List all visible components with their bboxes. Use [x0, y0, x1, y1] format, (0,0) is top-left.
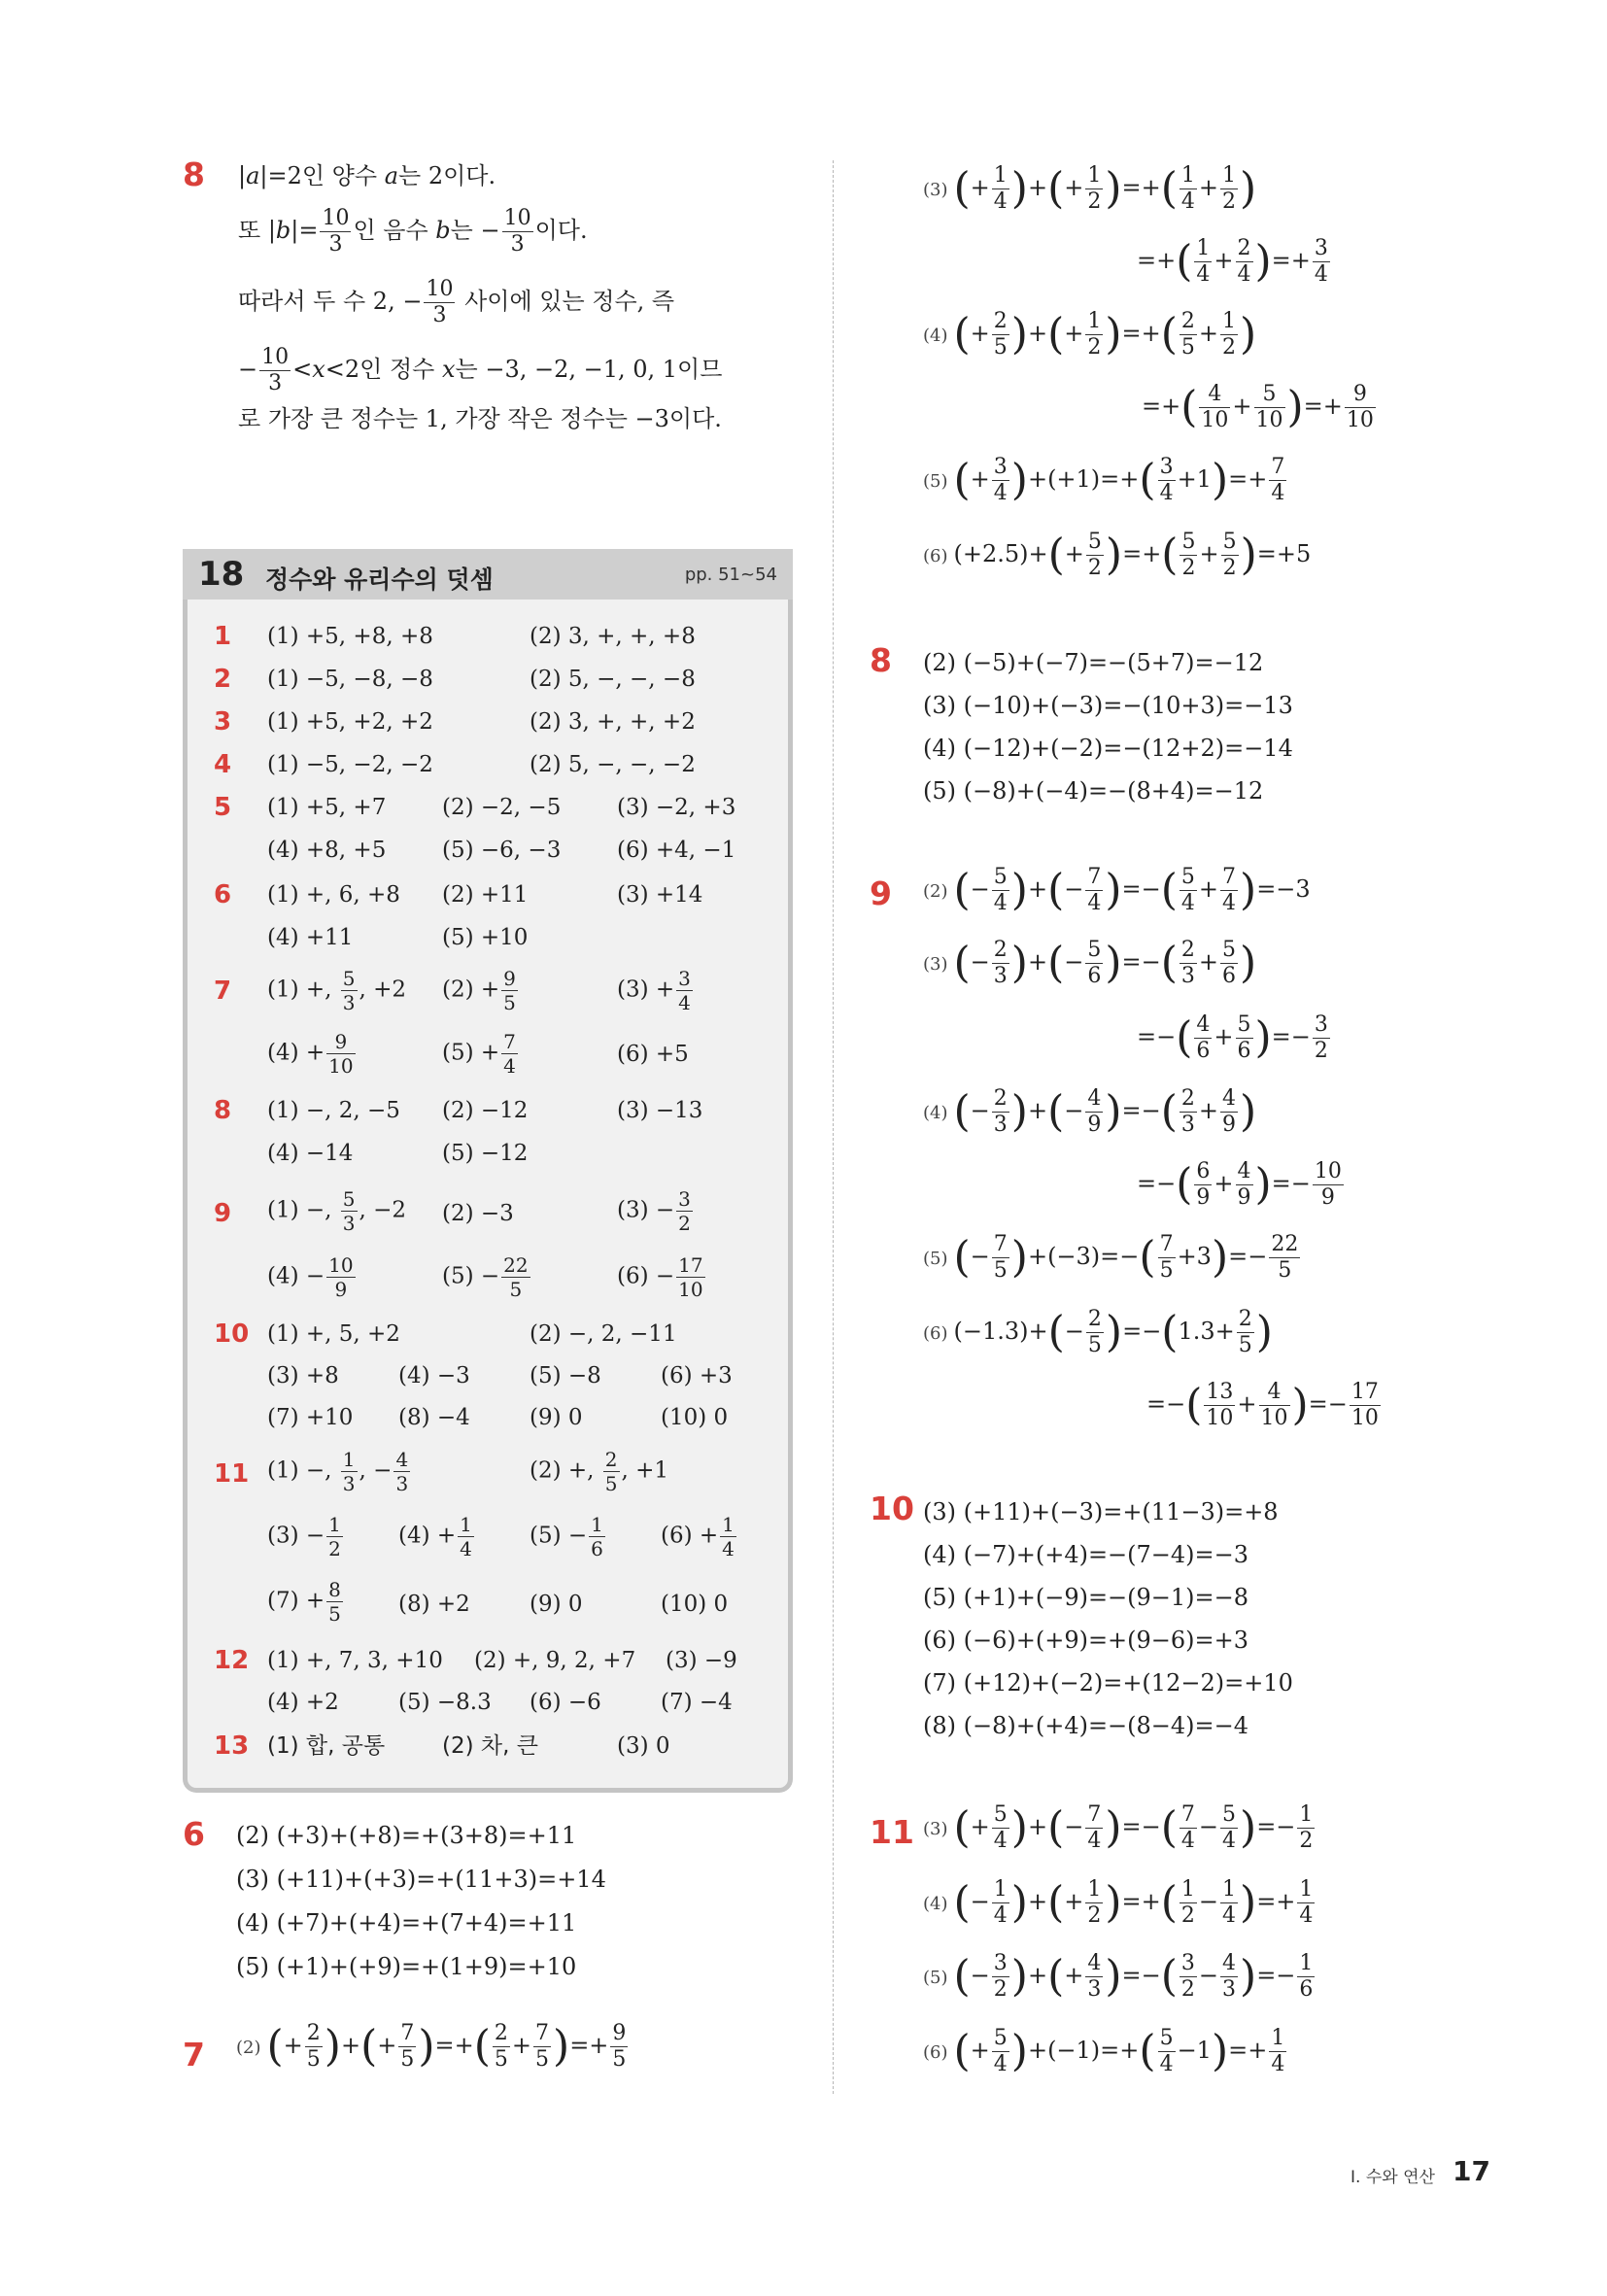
solution-line: (7) (+12)+(−2)=+(12−2)=+10 [923, 1669, 1293, 1696]
text-line: − $\frac{10}{3}$ <x<2인 정수 x는 −3, −2, −1, 0, 1이므 [238, 345, 723, 395]
page-number: 17 [1453, 2155, 1490, 2187]
box-answer: (2) 5, −, −, −8 [530, 667, 696, 692]
box-answer: (1) +5, +7 [267, 795, 387, 820]
box-row-number: 4 [214, 750, 232, 779]
box-answer: (4) +8, +5 [267, 838, 387, 863]
box-answer: (4) − $\frac{10}{9}$ [267, 1253, 354, 1301]
box-answer: (1) −, $\frac{1}{3}$ , − $\frac{4}{3}$ [267, 1448, 409, 1495]
box-answer: (1) +, 5, +2 [267, 1321, 400, 1347]
problem-number-8: 8 [870, 641, 892, 679]
box-answer: (3) + $\frac{3}{4}$ [617, 967, 691, 1014]
problem-number-8: 8 [183, 155, 205, 193]
box-answer: (3) −9 [666, 1648, 737, 1673]
solution-line: =−( $\frac{13}{10}$ + $\frac{4}{10}$ )=− $\frac{17}{10}$ [1146, 1380, 1379, 1430]
box-answer: (4) + $\frac{9}{10}$ [267, 1030, 354, 1078]
box-answer: (8) −4 [398, 1405, 470, 1430]
box-answer: (3) − $\frac{1}{2}$ [267, 1513, 341, 1560]
box-answer: (4) −3 [398, 1363, 470, 1388]
box-row-number: 8 [214, 1096, 232, 1125]
box-answer: (1) −, $\frac{5}{3}$ , −2 [267, 1187, 407, 1235]
box-answer: (7) +10 [267, 1405, 354, 1430]
box-answer: (1) +, $\frac{5}{3}$ , +2 [267, 967, 407, 1014]
box-answer: (4) + $\frac{1}{4}$ [398, 1513, 472, 1560]
box-answer: (6) + $\frac{1}{4}$ [661, 1513, 735, 1560]
problem-number-9: 9 [870, 874, 892, 912]
solution-line: (4) (+7)+(+4)=+(7+4)=+11 [236, 1909, 577, 1936]
box-row-number: 13 [214, 1731, 250, 1761]
box-answer: (5) − $\frac{1}{6}$ [530, 1513, 603, 1560]
box-row-number: 6 [214, 880, 232, 909]
solution-line: =+( $\frac{1}{4}$ + $\frac{2}{4}$ )=+ $\frac{3}{4}$ [1137, 236, 1328, 287]
solution-line: (5) (+1)+(+9)=+(1+9)=+10 [236, 1953, 577, 1980]
solution-line: (6) (+2.5)+(+ $\frac{5}{2}$ )=+( $\frac{5}{2}$ + $\frac{5}{2}$ )=+5 [923, 530, 1312, 580]
box-answer: (2) 3, +, +, +2 [530, 709, 696, 735]
solution-line: (2) (−5)+(−7)=−(5+7)=−12 [923, 649, 1264, 676]
box-answer: (2) −12 [442, 1098, 529, 1123]
box-answer: (5) −12 [442, 1141, 529, 1166]
problem-number-10: 10 [870, 1490, 914, 1527]
box-answer: (1) 합, 공통 [267, 1733, 386, 1759]
box-row-number: 11 [214, 1459, 250, 1489]
solution-line: (3) (+11)+(+3)=+(11+3)=+14 [236, 1866, 606, 1893]
box-answer: (2) +, 9, 2, +7 [474, 1648, 636, 1673]
solution-line: =+( $\frac{4}{10}$ + $\frac{5}{10}$ )=+ $\frac{9}{10}$ [1142, 382, 1374, 432]
box-answer: (6) +5 [617, 1042, 689, 1067]
box-row-number: 5 [214, 793, 232, 822]
solution-line: =−( $\frac{4}{6}$ + $\frac{5}{6}$ )=− $\frac{3}{2}$ [1137, 1012, 1328, 1063]
problem-number-11: 11 [870, 1813, 914, 1851]
box-answer: (1) +, 6, +8 [267, 882, 400, 908]
solution-line: (5) (+ $\frac{3}{4}$ )+(+1)=+( $\frac{3}{4}$ +1)=+ $\frac{7}{4}$ [923, 455, 1285, 505]
column-divider [833, 160, 834, 2094]
page-range: pp. 51~54 [684, 565, 777, 585]
solution-line: (3) (+ $\frac{5}{4}$ )+(− $\frac{7}{4}$ )=−( $\frac{7}{4}$ − $\frac{5}{4}$ )=− $\frac{1}{2}$ [923, 1802, 1314, 1853]
box-answer: (2) 3, +, +, +8 [530, 624, 696, 649]
box-row-number: 7 [214, 977, 232, 1006]
box-answer: (7) −4 [661, 1690, 733, 1715]
box-answer: (10) 0 [661, 1405, 729, 1430]
box-answer: (6) − $\frac{17}{10}$ [617, 1253, 703, 1301]
solution-line: (4) (−7)+(+4)=−(7−4)=−3 [923, 1541, 1249, 1568]
box-answer: (5) −8.3 [398, 1690, 492, 1715]
box-row-number: 1 [214, 622, 232, 651]
box-answer: (2) −, 2, −11 [530, 1321, 677, 1347]
text-line: 또 |b|= $\frac{10}{3}$ 인 음수 b는 − $\frac{10}{3}$ 이다. [238, 206, 588, 257]
solution-line: (3) (+ $\frac{1}{4}$ )+(+ $\frac{1}{2}$ )=+( $\frac{1}{4}$ + $\frac{1}{2}$ ) [923, 163, 1257, 214]
box-answer: (1) +5, +8, +8 [267, 624, 433, 649]
box-answer: (4) +2 [267, 1690, 339, 1715]
box-answer: (1) +5, +2, +2 [267, 709, 433, 735]
solution-line: (5) (− $\frac{7}{5}$ )+(−3)=−( $\frac{7}{5}$ +3)=− $\frac{22}{5}$ [923, 1232, 1299, 1283]
box-answer: (2) −2, −5 [442, 795, 562, 820]
box-answer: (2) −3 [442, 1201, 514, 1226]
solution-line: (6) (−6)+(+9)=+(9−6)=+3 [923, 1627, 1249, 1654]
problem-number-6: 6 [183, 1815, 205, 1853]
box-answer: (3) −13 [617, 1098, 703, 1123]
solution-line: (8) (−8)+(+4)=−(8−4)=−4 [923, 1712, 1249, 1739]
box-answer: (1) +, 7, 3, +10 [267, 1648, 443, 1673]
solution-line: (4) (− $\frac{1}{4}$ )+(+ $\frac{1}{2}$ )=+( $\frac{1}{2}$ − $\frac{1}{4}$ )=+ $\frac{1}{4}$ [923, 1877, 1314, 1928]
box-answer: (2) +, $\frac{2}{5}$ , +1 [530, 1448, 669, 1495]
box-answer: (10) 0 [661, 1592, 729, 1617]
box-answer: (4) +11 [267, 925, 354, 950]
box-answer: (5) − $\frac{22}{5}$ [442, 1253, 529, 1301]
solution-line: (5) (− $\frac{3}{2}$ )+(+ $\frac{4}{3}$ )=−( $\frac{3}{2}$ − $\frac{4}{3}$ )=− $\frac{1}{6}$ [923, 1951, 1314, 2002]
solution-line: (2) (+ $\frac{2}{5}$ )+(+ $\frac{7}{5}$ )=+( $\frac{2}{5}$ + $\frac{7}{5}$ )=+ $\frac{9}{5}$ [236, 2021, 627, 2072]
text-line: |a|=2인 양수 a는 2이다. [238, 162, 496, 189]
section-number: 18 [198, 555, 245, 594]
box-answer: (7) + $\frac{8}{5}$ [267, 1578, 341, 1626]
solution-line: (5) (−8)+(−4)=−(8+4)=−12 [923, 777, 1264, 805]
box-answer: (1) −5, −8, −8 [267, 667, 433, 692]
box-row-number: 9 [214, 1199, 232, 1228]
box-answer: (3) − $\frac{3}{2}$ [617, 1187, 691, 1235]
box-answer: (3) −2, +3 [617, 795, 736, 820]
answer-box-header [183, 549, 793, 600]
box-answer: (5) +10 [442, 925, 529, 950]
box-answer: (9) 0 [530, 1592, 583, 1617]
box-answer: (9) 0 [530, 1405, 583, 1430]
box-answer: (2) +11 [442, 882, 529, 908]
solution-line: (4) (−12)+(−2)=−(12+2)=−14 [923, 735, 1293, 762]
text-line: 따라서 두 수 2, − $\frac{10}{3}$ 사이에 있는 정수, 즉 [238, 277, 675, 327]
solution-line: (3) (− $\frac{2}{3}$ )+(− $\frac{5}{6}$ )=−( $\frac{2}{3}$ + $\frac{5}{6}$ ) [923, 938, 1257, 988]
box-answer: (3) 0 [617, 1733, 670, 1759]
solution-line: (3) (−10)+(−3)=−(10+3)=−13 [923, 692, 1293, 719]
box-answer: (5) −6, −3 [442, 838, 562, 863]
box-answer: (6) +3 [661, 1363, 733, 1388]
footer-section: I. 수와 연산 [1351, 2168, 1435, 2187]
solution-line: (6) (−1.3)+(− $\frac{2}{5}$ )=−(1.3+ $\frac{2}{5}$ ) [923, 1307, 1273, 1357]
solution-line: (4) (+ $\frac{2}{5}$ )+(+ $\frac{1}{2}$ )=+( $\frac{2}{5}$ + $\frac{1}{2}$ ) [923, 309, 1257, 360]
solution-line: (4) (− $\frac{2}{3}$ )+(− $\frac{4}{9}$ )=−( $\frac{2}{3}$ + $\frac{4}{9}$ ) [923, 1086, 1257, 1137]
box-answer: (4) −14 [267, 1141, 354, 1166]
solution-line: (2) (+3)+(+8)=+(3+8)=+11 [236, 1822, 577, 1849]
box-answer: (2) + $\frac{9}{5}$ [442, 967, 516, 1014]
box-answer: (1) −, 2, −5 [267, 1098, 400, 1123]
box-answer: (2) 5, −, −, −2 [530, 752, 696, 777]
box-row-number: 12 [214, 1646, 250, 1675]
problem-number-7: 7 [183, 2036, 205, 2073]
box-row-number: 3 [214, 707, 232, 737]
box-answer: (6) −6 [530, 1690, 601, 1715]
solution-line: (2) (− $\frac{5}{4}$ )+(− $\frac{7}{4}$ )=−( $\frac{5}{4}$ + $\frac{7}{4}$ )=−3 [923, 865, 1311, 915]
box-answer: (6) +4, −1 [617, 838, 736, 863]
text-line: 로 가장 큰 정수는 1, 가장 작은 정수는 −3이다. [238, 405, 722, 432]
solution-line: (3) (+11)+(−3)=+(11−3)=+8 [923, 1498, 1279, 1525]
box-answer: (5) −8 [530, 1363, 601, 1388]
solution-line: (6) (+ $\frac{5}{4}$ )+(−1)=+( $\frac{5}{4}$ −1)=+ $\frac{1}{4}$ [923, 2026, 1285, 2076]
box-answer: (3) +8 [267, 1363, 339, 1388]
box-row-number: 2 [214, 665, 232, 694]
box-answer: (8) +2 [398, 1592, 470, 1617]
solution-line: =−( $\frac{6}{9}$ + $\frac{4}{9}$ )=− $\frac{10}{9}$ [1137, 1159, 1342, 1210]
box-row-number: 10 [214, 1319, 250, 1349]
box-answer: (3) +14 [617, 882, 703, 908]
solution-line: (5) (+1)+(−9)=−(9−1)=−8 [923, 1584, 1249, 1611]
box-answer: (1) −5, −2, −2 [267, 752, 433, 777]
box-answer: (5) + $\frac{7}{4}$ [442, 1030, 516, 1078]
section-title: 정수와 유리수의 덧셈 [265, 565, 494, 594]
box-answer: (2) 차, 큰 [442, 1733, 538, 1759]
